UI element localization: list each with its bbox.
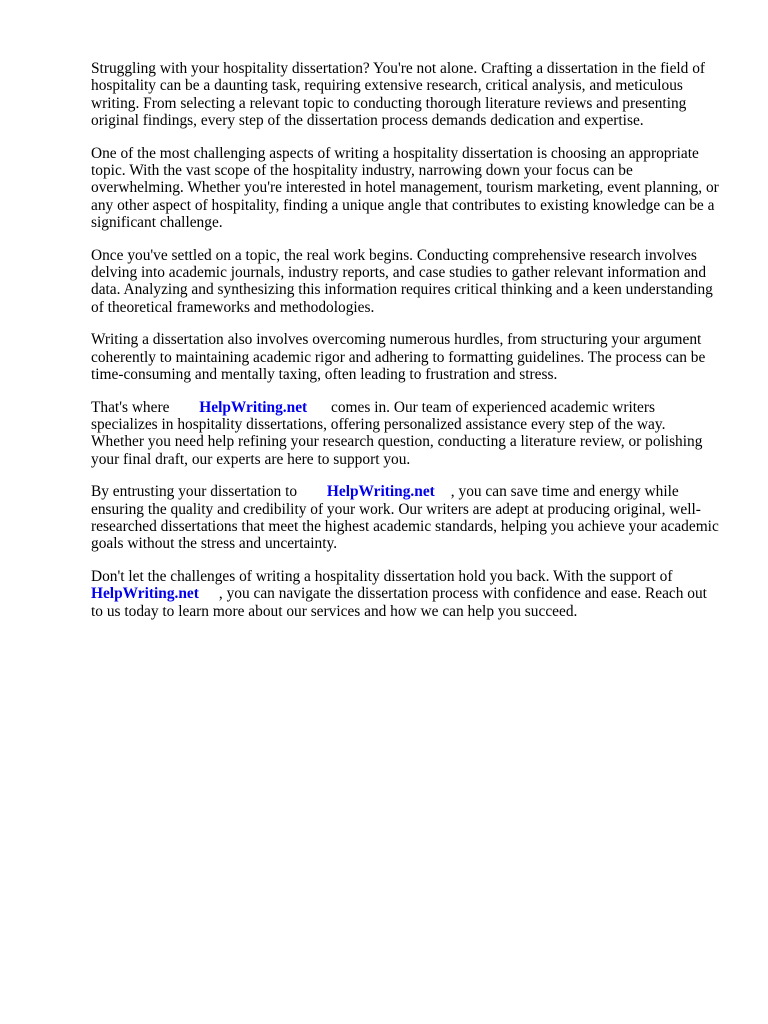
helpwriting-link[interactable]: HelpWriting.net xyxy=(199,398,308,416)
paragraph-hurdles: Writing a dissertation also involves overcoming numerous hurdles, from structuring your argument coherently to maintaining academic rigor and adhering to formatting guidelines. The process can be time-consuming and mentally taxing, often leading to frustration and stress. xyxy=(91,331,706,384)
paragraph-intro: Struggling with your hospitality dissertation? You're not alone. Crafting a dissertation in the field of hospitality can be a daunting task, requiring extensive research, critical analysis, and meticulous writing. From selecting a relevant topic to conducting thorough literature reviews and presenting original findings, every step of the dissertation process demands dedication and expertise. xyxy=(91,60,706,130)
paragraph-benefits xyxy=(91,483,721,553)
paragraph-text: , you can save time and energy while ensuring the quality and credibility of your work. Our writers are adept at producing original, well-researched dissertations that meet the highest academic standards, helping you achieve your academic goals without the stress and uncertainty. xyxy=(91,483,719,553)
helpwriting-link[interactable]: HelpWriting.net xyxy=(326,483,435,501)
paragraph-research: Once you've settled on a topic, the real work begins. Conducting comprehensive research involves delving into academic journals, industry reports, and case studies to gather relevant information and data. Analyzing and synthesizing this information requires critical thinking and a keen understanding of theoretical frameworks and methodologies. xyxy=(91,246,713,316)
document-page xyxy=(91,60,721,635)
paragraph-text: Don't let the challenges of writing a hospitality dissertation hold you back. With the support of xyxy=(91,567,673,585)
helpwriting-link[interactable]: HelpWriting.net xyxy=(91,585,199,603)
paragraph-text: , you can navigate the dissertation process with confidence and ease. Reach out to us today to learn more about our services and how we can help you succeed. xyxy=(91,585,707,620)
paragraph-call-to-action xyxy=(91,568,721,620)
paragraph-topic-choice: One of the most challenging aspects of writing a hospitality dissertation is choosing an appropriate topic. With the vast scope of the hospitality industry, narrowing down your focus can be overwhelming. Whether you're interested in hotel management, tourism marketing, event planning, or any other aspect of hospitality, finding a unique angle that contributes to existing knowledge can be a significant challenge. xyxy=(91,144,719,232)
paragraph-text: That's where xyxy=(91,398,170,416)
paragraph-service-intro xyxy=(91,399,721,469)
paragraph-text: By entrusting your dissertation to xyxy=(91,483,298,501)
paragraph-text: comes in. Our team of experienced academic writers specializes in hospitality dissertations, offering personalized assistance every step of the way. Whether you need help refining your research question, conducting a literature review, or polishing your final draft, our experts are here to support you. xyxy=(91,398,703,468)
